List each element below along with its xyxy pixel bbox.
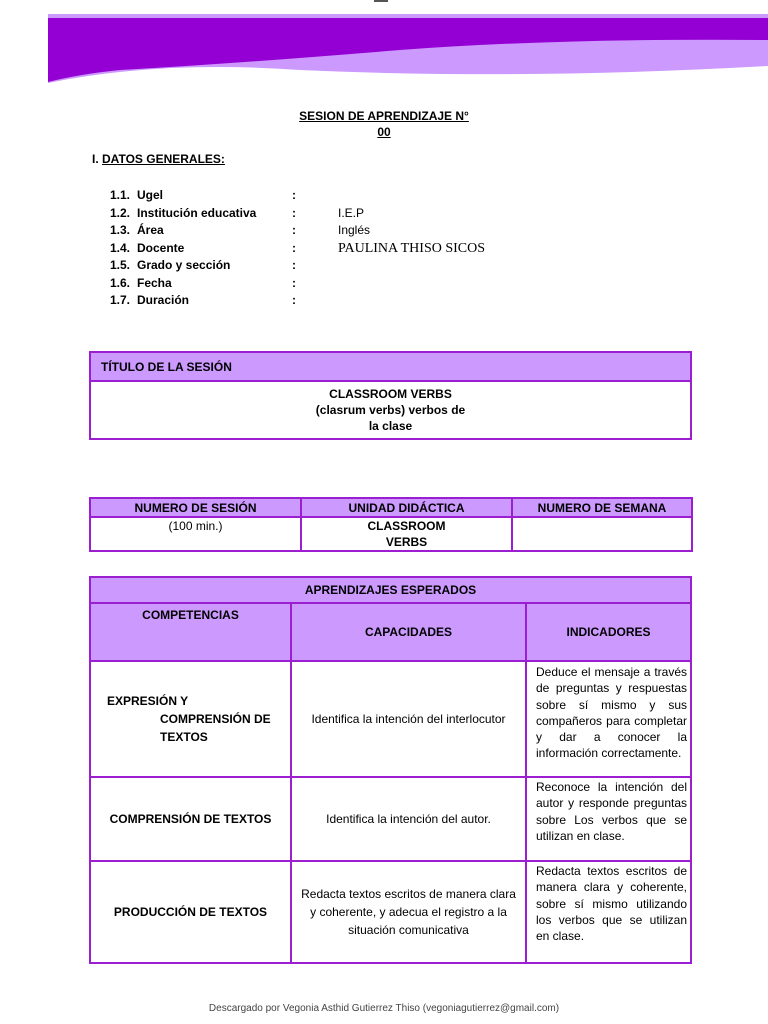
capacity-cell: Redacta textos escritos de manera clara y coherente, y adecua el registro a la situación comunicativa xyxy=(291,861,526,963)
session-number-header: NUMERO DE SESIÓN xyxy=(90,498,301,517)
session-title-cell xyxy=(90,381,691,439)
indicator-cell: Deduce el mensaje a través de preguntas y respuestas sobre sí mismo y sus compañeros para completar y dar a conocer la información correctamente. xyxy=(526,661,691,777)
competence-cell: PRODUCCIÓN DE TEXTOS xyxy=(90,861,291,963)
competence-line-1: EXPRESIÓN Y xyxy=(107,694,189,708)
unit-line-2: VERBS xyxy=(385,535,428,549)
row-number: 1.2. xyxy=(110,205,131,220)
row-label: Docente xyxy=(137,240,185,255)
session-title-line-1: CLASSROOM VERBS xyxy=(329,387,452,401)
session-title-line-2: (clasrum verbs) verbos de xyxy=(315,403,466,417)
table-row xyxy=(90,661,691,777)
section-title: DATOS GENERALES: xyxy=(102,152,225,166)
title-line-1: SESION DE APRENDIZAJE N° xyxy=(299,109,469,123)
row-label: Fecha xyxy=(137,275,172,290)
row-label: Institución educativa xyxy=(137,205,257,220)
learning-outcomes-table xyxy=(89,576,692,964)
session-title-line-3: la clase xyxy=(368,419,413,433)
capacities-header: CAPACIDADES xyxy=(291,603,526,661)
learning-outcomes-header: APRENDIZAJES ESPERADOS xyxy=(90,577,691,603)
row-number: 1.6. xyxy=(110,275,131,290)
competence-line-3: TEXTOS xyxy=(160,730,208,744)
session-info-table xyxy=(89,497,693,552)
table-row xyxy=(90,777,691,861)
row-number: 1.5. xyxy=(110,258,131,272)
row-number: 1.3. xyxy=(110,223,131,237)
week-number-cell xyxy=(512,517,692,551)
header-wave-banner xyxy=(0,0,768,90)
table-row xyxy=(90,861,691,963)
row-colon: : xyxy=(292,293,296,307)
competence-cell xyxy=(90,661,291,777)
didactic-unit-header: UNIDAD DIDÁCTICA xyxy=(301,498,512,517)
capacity-cell: Identifica la intención del interlocutor xyxy=(291,661,526,777)
row-value: I.E.P xyxy=(338,205,365,220)
row-colon: : xyxy=(292,258,296,272)
row-label: Área xyxy=(137,223,164,237)
row-number: 1.1. xyxy=(110,188,131,202)
competence-cell: COMPRENSIÓN DE TEXTOS xyxy=(90,777,291,861)
didactic-unit-cell xyxy=(301,517,512,551)
session-title-header: TÍTULO DE LA SESIÓN xyxy=(90,352,691,381)
row-colon: : xyxy=(292,205,296,220)
session-title-table xyxy=(89,351,692,440)
row-colon: : xyxy=(292,188,296,202)
document-title xyxy=(250,108,518,140)
row-number: 1.4. xyxy=(110,240,131,255)
row-label: Grado y sección xyxy=(137,258,231,272)
title-line-2: 00 xyxy=(377,125,391,139)
row-number: 1.7. xyxy=(110,293,131,307)
section-heading xyxy=(92,152,225,166)
row-colon: : xyxy=(292,240,296,255)
indicators-header: INDICADORES xyxy=(526,603,691,661)
indicator-cell: Reconoce la intención del autor y responde preguntas sobre Los verbos que se utilizan en clase. xyxy=(526,777,691,861)
row-colon: : xyxy=(292,275,296,290)
section-number: I. xyxy=(92,152,99,166)
indicator-cell: Redacta textos escritos de manera clara y coherente, sobre sí mismo utilizando los verbos que se utilizan en clase. xyxy=(526,861,691,963)
week-number-header: NUMERO DE SEMANA xyxy=(512,498,692,517)
competencies-header: COMPETENCIAS xyxy=(90,603,291,661)
unit-line-1: CLASSROOM xyxy=(367,519,446,533)
row-colon: : xyxy=(292,223,296,237)
row-label: Duración xyxy=(137,293,190,307)
session-number-cell: (100 min.) xyxy=(90,517,301,551)
capacity-cell: Identifica la intención del autor. xyxy=(291,777,526,861)
competence-line-2: COMPRENSIÓN DE xyxy=(160,712,271,726)
row-value: PAULINA THISO SICOS xyxy=(338,240,486,256)
row-value: Inglés xyxy=(338,223,371,237)
row-label: Ugel xyxy=(137,188,164,202)
download-footer: Descargado por Vegonia Asthid Gutierrez Thiso (vegoniagutierrez@gmail.com) xyxy=(208,1003,560,1014)
